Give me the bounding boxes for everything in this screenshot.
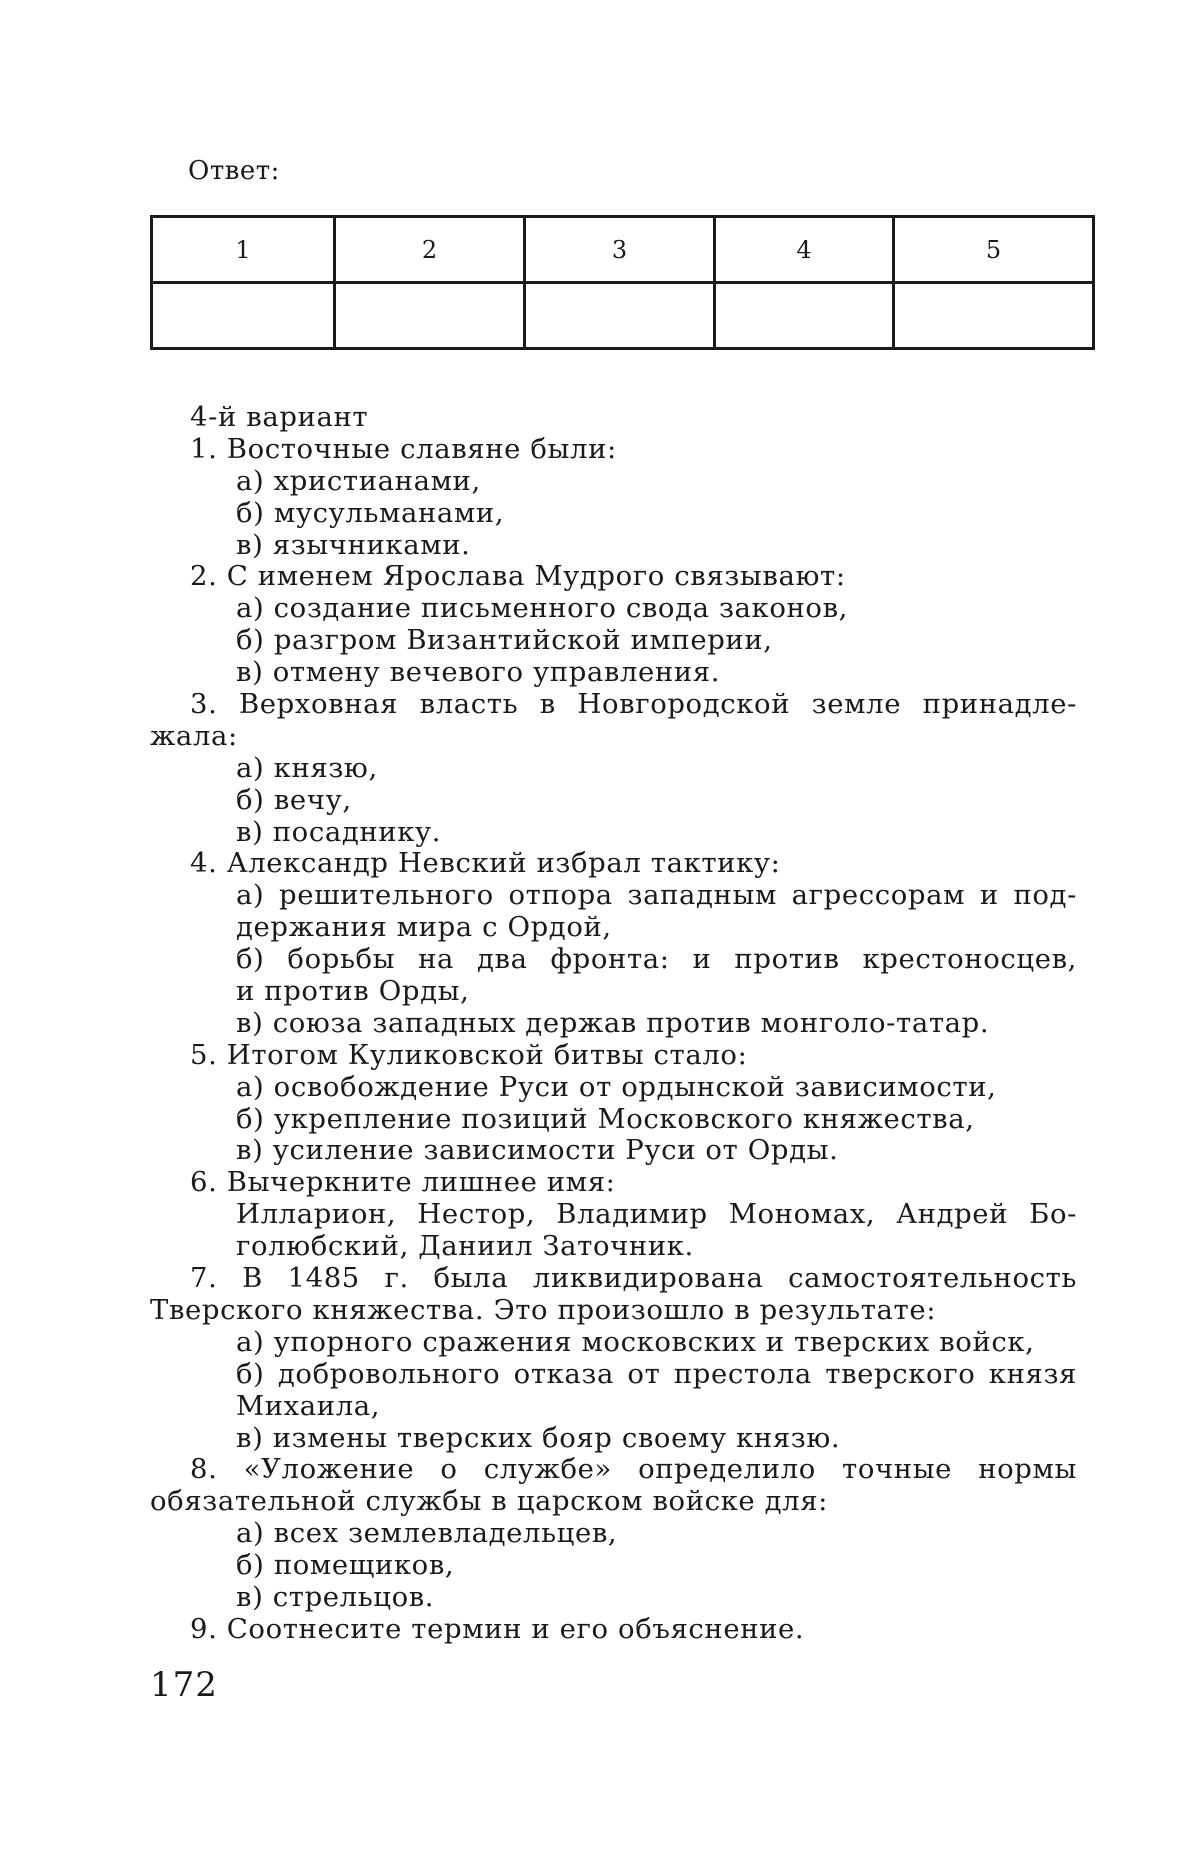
option-line: б) разгром Византийской империи, [236,624,773,657]
question-5: 5. Итогом Куликовской битвы стало: [190,1038,748,1071]
answer-table [150,215,1095,350]
option-line: б) добровольного отказа от престола тверского князя [236,1357,1077,1390]
answer-table-entry-row [152,283,1094,349]
answer-table-header-cell: 3 [525,217,715,283]
option-line: б) борьбы на два фронта: и против крестоносцев, [236,943,1077,976]
option-line: б) укрепление позиций Московского княжества, [236,1102,975,1135]
option-line: в) язычниками. [236,528,471,561]
question-6: 6. Вычеркните лишнее имя: [190,1166,616,1199]
option-line: а) упорного сражения московских и тверских войск, [236,1325,1035,1358]
answer-table-empty-cell [525,283,715,349]
page-number: 172 [150,1665,218,1705]
quiz-content [150,402,1077,1646]
option-line: а) христианами, [236,464,481,497]
option-line: в) измены тверских бояр своему князю. [236,1421,841,1454]
option-line: а) князю, [236,751,378,784]
answer-table-header-cell: 1 [152,217,335,283]
answer-table-header-cell: 2 [335,217,525,283]
answer-table-header-cell: 4 [715,217,894,283]
question-4: 4. Александр Невский избрал тактику: [190,847,781,880]
answer-label: Ответ: [188,156,280,186]
question-2: 2. С именем Ярослава Мудрого связывают: [190,560,846,593]
option-line: а) всех землевладельцев, [236,1517,618,1550]
option-line: в) усиление зависимости Руси от Орды. [236,1134,839,1167]
option-line: а) решительного отпора западным агрессорам и под- [236,879,1077,912]
answer-table-empty-cell [715,283,894,349]
option-line: а) освобождение Руси от ордынской зависимости, [236,1070,997,1103]
option-line: б) вечу, [236,783,352,816]
answer-table-empty-cell [335,283,525,349]
option-continuation: Михаила, [236,1389,381,1422]
answer-table-empty-cell [894,283,1094,349]
variant-heading: 4-й вариант [190,401,369,433]
question-3: 3. Верховная власть в Новгородской земле принадле- [190,688,1077,721]
question-8: 8. «Уложение о службе» определило точные нормы [190,1453,1077,1486]
names-continuation: голюбский, Даниил Заточник. [236,1230,694,1263]
answer-table-header-cell: 5 [894,217,1094,283]
question-7-continuation: Тверского княжества. Это произошло в результате: [150,1293,937,1326]
question-3-continuation: жала: [150,719,238,752]
answer-table-empty-cell [152,283,335,349]
names-line: Илларион, Нестор, Владимир Мономах, Андрей Бо- [236,1198,1077,1231]
question-8-continuation: обязательной службы в царском войске для: [150,1485,829,1518]
question-1: 1. Восточные славяне были: [190,432,617,465]
question-9: 9. Соотнесите термин и его объяснение. [190,1612,805,1645]
answer-table-header-row [152,217,1094,283]
option-line: б) мусульманами, [236,496,505,529]
option-continuation: держания мира с Ордой, [236,911,612,944]
option-line: в) союза западных держав против монголо-татар. [236,1006,990,1039]
option-line: в) отмену вечевого управления. [236,656,721,689]
option-line: в) стрельцов. [236,1580,435,1613]
option-line: б) помещиков, [236,1549,455,1582]
question-7: 7. В 1485 г. была ликвидирована самостоятельность [190,1262,1077,1295]
option-line: в) посаднику. [236,815,442,848]
option-line: а) создание письменного свода законов, [236,592,848,625]
option-continuation: и против Орды, [236,975,470,1008]
